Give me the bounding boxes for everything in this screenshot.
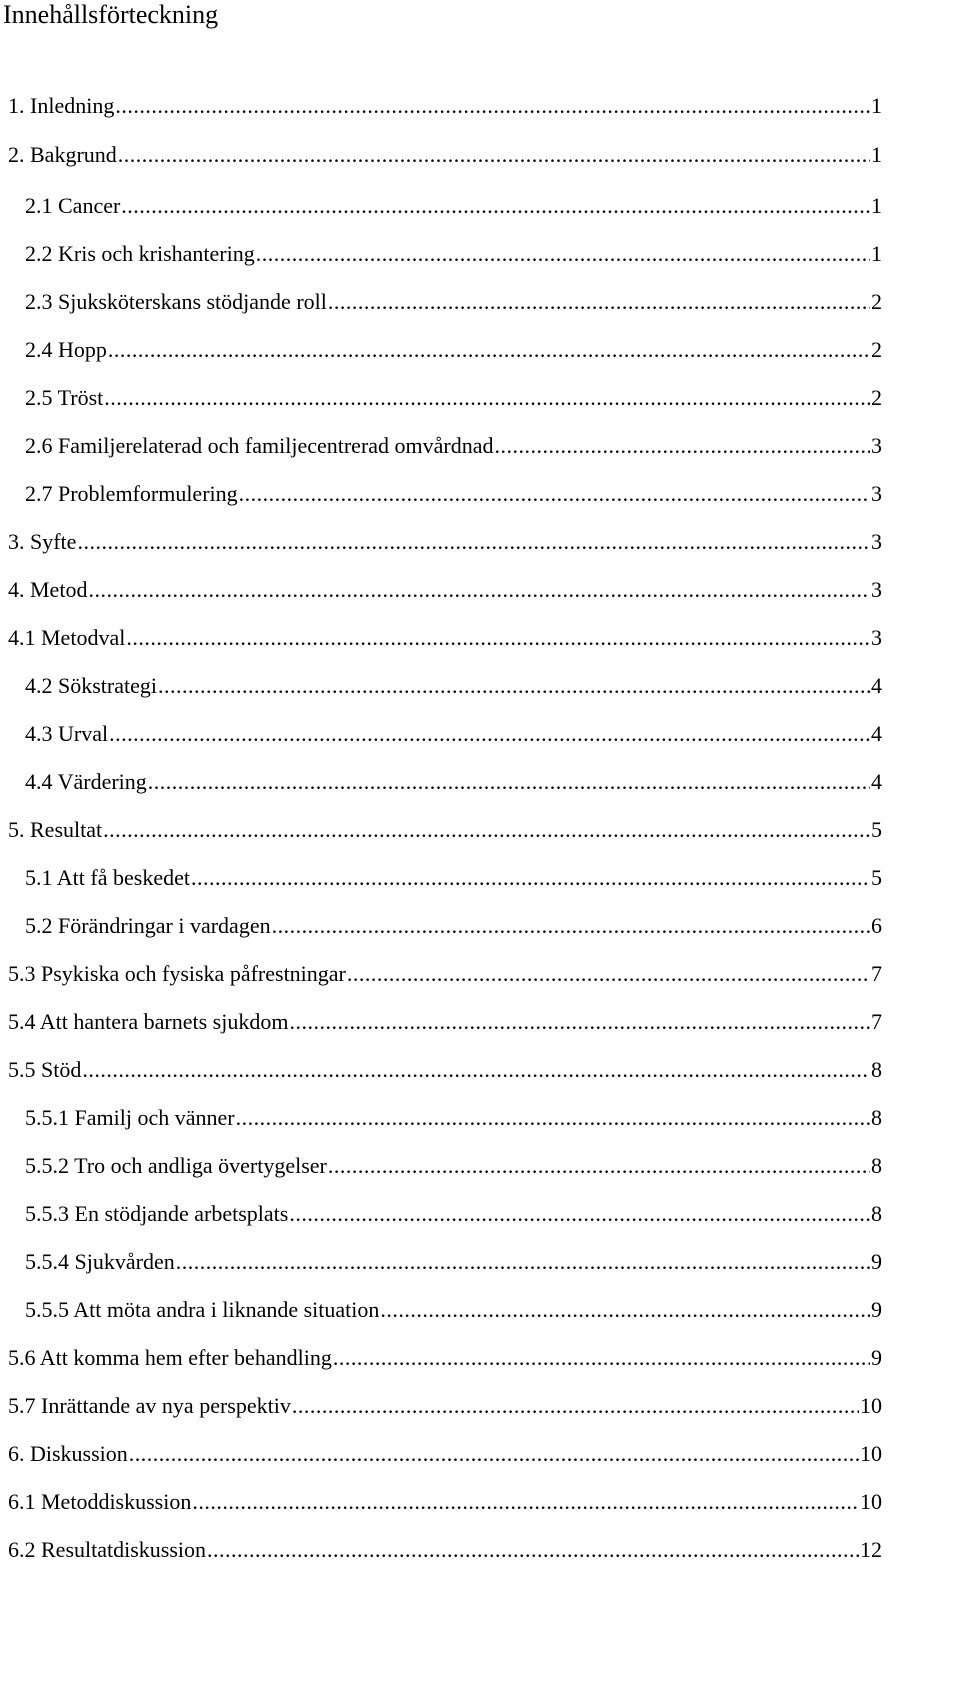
toc-entry-row bbox=[8, 140, 882, 170]
toc-entry-page: 6 bbox=[871, 913, 882, 938]
toc-entry-page: 9 bbox=[871, 1297, 882, 1322]
toc-entry-page: 10 bbox=[860, 1489, 882, 1514]
toc-entry[interactable] bbox=[0, 1151, 960, 1191]
toc-entry-row bbox=[25, 1247, 882, 1277]
toc-entry-row bbox=[25, 239, 882, 269]
toc-entry[interactable] bbox=[0, 91, 960, 131]
dot-leader bbox=[256, 239, 870, 269]
dot-leader bbox=[292, 1391, 859, 1421]
toc-entry-title: 6. Diskussion bbox=[8, 1441, 128, 1466]
toc-entry-page: 2 bbox=[871, 385, 882, 410]
toc-entry[interactable] bbox=[0, 479, 960, 519]
dot-leader bbox=[108, 335, 870, 365]
dot-leader bbox=[121, 191, 870, 221]
toc-entry-row bbox=[25, 287, 882, 317]
dot-leader bbox=[328, 1151, 870, 1181]
toc-entry-row bbox=[8, 1055, 882, 1085]
toc-entry[interactable] bbox=[0, 1103, 960, 1143]
toc-entry-title: 4.3 Urval bbox=[25, 721, 109, 746]
toc-entry-title: 5.2 Förändringar i vardagen bbox=[25, 913, 271, 938]
toc-entry-title: 5.6 Att komma hem efter behandling bbox=[8, 1345, 332, 1370]
toc-entry[interactable] bbox=[0, 1295, 960, 1335]
toc-entry-row bbox=[25, 671, 882, 701]
dot-leader bbox=[239, 479, 870, 509]
dot-leader bbox=[82, 1055, 870, 1085]
dot-leader bbox=[333, 1343, 870, 1373]
toc-entry-title: 2.3 Sjuksköterskans stödjande roll bbox=[25, 289, 327, 314]
toc-entry[interactable] bbox=[0, 1055, 960, 1095]
toc-entry-row bbox=[25, 767, 882, 797]
toc-entry-title: 4.1 Metodval bbox=[8, 625, 126, 650]
toc-entry[interactable] bbox=[0, 287, 960, 327]
toc-entry-title: 2. Bakgrund bbox=[8, 142, 117, 167]
dot-leader bbox=[380, 1295, 870, 1325]
toc-entry-title: 5.5 Stöd bbox=[8, 1057, 82, 1082]
toc-entry-row bbox=[8, 1439, 882, 1469]
toc-entry-page: 5 bbox=[871, 865, 882, 890]
toc-entry[interactable] bbox=[0, 191, 960, 231]
dot-leader bbox=[148, 767, 870, 797]
toc-entry-page: 3 bbox=[871, 577, 882, 602]
toc-entry-row bbox=[25, 335, 882, 365]
toc-entry-title: 5.4 Att hantera barnets sjukdom bbox=[8, 1009, 289, 1034]
toc-title: Innehållsförteckning bbox=[3, 0, 219, 29]
toc-entry[interactable] bbox=[0, 1007, 960, 1047]
toc-entry-page: 4 bbox=[871, 673, 882, 698]
toc-entry-title: 2.1 Cancer bbox=[25, 193, 121, 218]
dot-leader bbox=[191, 863, 870, 893]
toc-entry[interactable] bbox=[0, 671, 960, 711]
toc-entry[interactable] bbox=[0, 959, 960, 999]
dot-leader bbox=[347, 959, 870, 989]
toc-entry[interactable] bbox=[0, 431, 960, 471]
toc-entry-page: 2 bbox=[871, 337, 882, 362]
toc-entry-title: 2.6 Familjerelaterad och familjecentrerad omvårdnad bbox=[25, 433, 494, 458]
toc-entry-title: 4. Metod bbox=[8, 577, 88, 602]
toc-entry[interactable] bbox=[0, 335, 960, 375]
toc-entry-title: 3. Syfte bbox=[8, 529, 77, 554]
toc-entry-row bbox=[25, 1295, 882, 1325]
dot-leader bbox=[126, 623, 870, 653]
dot-leader bbox=[289, 1007, 870, 1037]
toc-entry[interactable] bbox=[0, 623, 960, 663]
toc-entry-title: 6.2 Resultatdiskussion bbox=[8, 1537, 207, 1562]
toc-entry[interactable] bbox=[0, 815, 960, 855]
toc-entry[interactable] bbox=[0, 140, 960, 180]
toc-entry-row bbox=[25, 911, 882, 941]
toc-entry[interactable] bbox=[0, 1535, 960, 1575]
toc-entry-row bbox=[8, 1343, 882, 1373]
toc-entry-title: 5.5.2 Tro och andliga övertygelser bbox=[25, 1153, 327, 1178]
toc-entry-page: 10 bbox=[860, 1441, 882, 1466]
toc-entry-title: 4.4 Värdering bbox=[25, 769, 147, 794]
toc-entry-row bbox=[25, 479, 882, 509]
toc-entry-title: 5.5.5 Att möta andra i liknande situation bbox=[25, 1297, 380, 1322]
toc-entry[interactable] bbox=[0, 767, 960, 807]
toc-entry[interactable] bbox=[0, 719, 960, 759]
toc-entry-title: 4.2 Sökstrategi bbox=[25, 673, 157, 698]
toc-entry-title: 2.7 Problemformulering bbox=[25, 481, 238, 506]
toc-entry-title: 5.7 Inrättande av nya perspektiv bbox=[8, 1393, 291, 1418]
toc-entry-row bbox=[25, 863, 882, 893]
toc-entry-row bbox=[25, 1151, 882, 1181]
dot-leader bbox=[103, 815, 870, 845]
toc-entry-page: 3 bbox=[871, 433, 882, 458]
dot-leader bbox=[77, 527, 870, 557]
toc-entry-row bbox=[25, 383, 882, 413]
toc-entry-page: 3 bbox=[871, 625, 882, 650]
toc-entry[interactable] bbox=[0, 911, 960, 951]
toc-entry[interactable] bbox=[0, 1343, 960, 1383]
toc-entry-title: 5.1 Att få beskedet bbox=[25, 865, 190, 890]
toc-entry[interactable] bbox=[0, 575, 960, 615]
toc-entry-row bbox=[8, 1487, 882, 1517]
dot-leader bbox=[272, 911, 870, 941]
toc-entry[interactable] bbox=[0, 1199, 960, 1239]
toc-entry-page: 8 bbox=[871, 1105, 882, 1130]
toc-entry-page: 9 bbox=[871, 1345, 882, 1370]
toc-entry[interactable] bbox=[0, 1247, 960, 1287]
dot-leader bbox=[109, 719, 870, 749]
toc-entry-page: 7 bbox=[871, 1009, 882, 1034]
toc-entry-page: 8 bbox=[871, 1201, 882, 1226]
toc-entry-row bbox=[8, 1391, 882, 1421]
toc-entry-row bbox=[25, 1199, 882, 1229]
toc-entry-page: 9 bbox=[871, 1249, 882, 1274]
toc-entry[interactable] bbox=[0, 383, 960, 423]
toc-entry-page: 1 bbox=[871, 93, 882, 118]
dot-leader bbox=[236, 1103, 870, 1133]
toc-entry-title: 1. Inledning bbox=[8, 93, 115, 118]
dot-leader bbox=[158, 671, 870, 701]
toc-entry-row bbox=[25, 1103, 882, 1133]
dot-leader bbox=[88, 575, 870, 605]
toc-entry-row bbox=[8, 1007, 882, 1037]
toc-entry-row bbox=[8, 527, 882, 557]
toc-entry[interactable] bbox=[0, 1487, 960, 1527]
toc-entry-page: 5 bbox=[871, 817, 882, 842]
dot-leader bbox=[495, 431, 870, 461]
toc-entry-title: 2.4 Hopp bbox=[25, 337, 107, 362]
toc-entry-page: 8 bbox=[871, 1057, 882, 1082]
toc-entry-title: 2.2 Kris och krishantering bbox=[25, 241, 255, 266]
toc-entry[interactable] bbox=[0, 863, 960, 903]
toc-entry-page: 1 bbox=[871, 142, 882, 167]
toc-entry-page: 3 bbox=[871, 529, 882, 554]
toc-entry-page: 4 bbox=[871, 721, 882, 746]
dot-leader bbox=[115, 91, 870, 121]
toc-entry-row bbox=[25, 431, 882, 461]
toc-entry[interactable] bbox=[0, 1391, 960, 1431]
toc-entry-row bbox=[8, 575, 882, 605]
toc-entry[interactable] bbox=[0, 1439, 960, 1479]
toc-entry-title: 5.3 Psykiska och fysiska påfrestningar bbox=[8, 961, 346, 986]
dot-leader bbox=[104, 383, 870, 413]
dot-leader bbox=[118, 140, 870, 170]
toc-entry-row bbox=[8, 623, 882, 653]
toc-entry-title: 5.5.4 Sjukvården bbox=[25, 1249, 175, 1274]
toc-entry-row bbox=[25, 191, 882, 221]
dot-leader bbox=[176, 1247, 870, 1277]
toc-entry-row bbox=[8, 959, 882, 989]
toc-entry-page: 8 bbox=[871, 1153, 882, 1178]
toc-entry[interactable] bbox=[0, 527, 960, 567]
toc-entry-row bbox=[8, 91, 882, 121]
toc-entry-title: 6.1 Metoddiskussion bbox=[8, 1489, 192, 1514]
dot-leader bbox=[289, 1199, 870, 1229]
toc-entry-title: 2.5 Tröst bbox=[25, 385, 104, 410]
toc-entry-title: 5.5.3 En stödjande arbetsplats bbox=[25, 1201, 289, 1226]
dot-leader bbox=[192, 1487, 859, 1517]
dot-leader bbox=[129, 1439, 859, 1469]
toc-entry[interactable] bbox=[0, 239, 960, 279]
toc-entry-row bbox=[8, 815, 882, 845]
dot-leader bbox=[207, 1535, 859, 1565]
toc-entry-page: 7 bbox=[871, 961, 882, 986]
toc-entry-row bbox=[8, 1535, 882, 1565]
toc-entry-page: 1 bbox=[871, 241, 882, 266]
toc-list bbox=[0, 91, 960, 1575]
toc-entry-title: 5. Resultat bbox=[8, 817, 103, 842]
toc-entry-page: 12 bbox=[860, 1537, 882, 1562]
toc-entry-page: 3 bbox=[871, 481, 882, 506]
toc-entry-row bbox=[25, 719, 882, 749]
dot-leader bbox=[328, 287, 870, 317]
toc-entry-page: 1 bbox=[871, 193, 882, 218]
toc-entry-title: 5.5.1 Familj och vänner bbox=[25, 1105, 235, 1130]
toc-entry-page: 2 bbox=[871, 289, 882, 314]
toc-entry-page: 4 bbox=[871, 769, 882, 794]
toc-entry-page: 10 bbox=[860, 1393, 882, 1418]
